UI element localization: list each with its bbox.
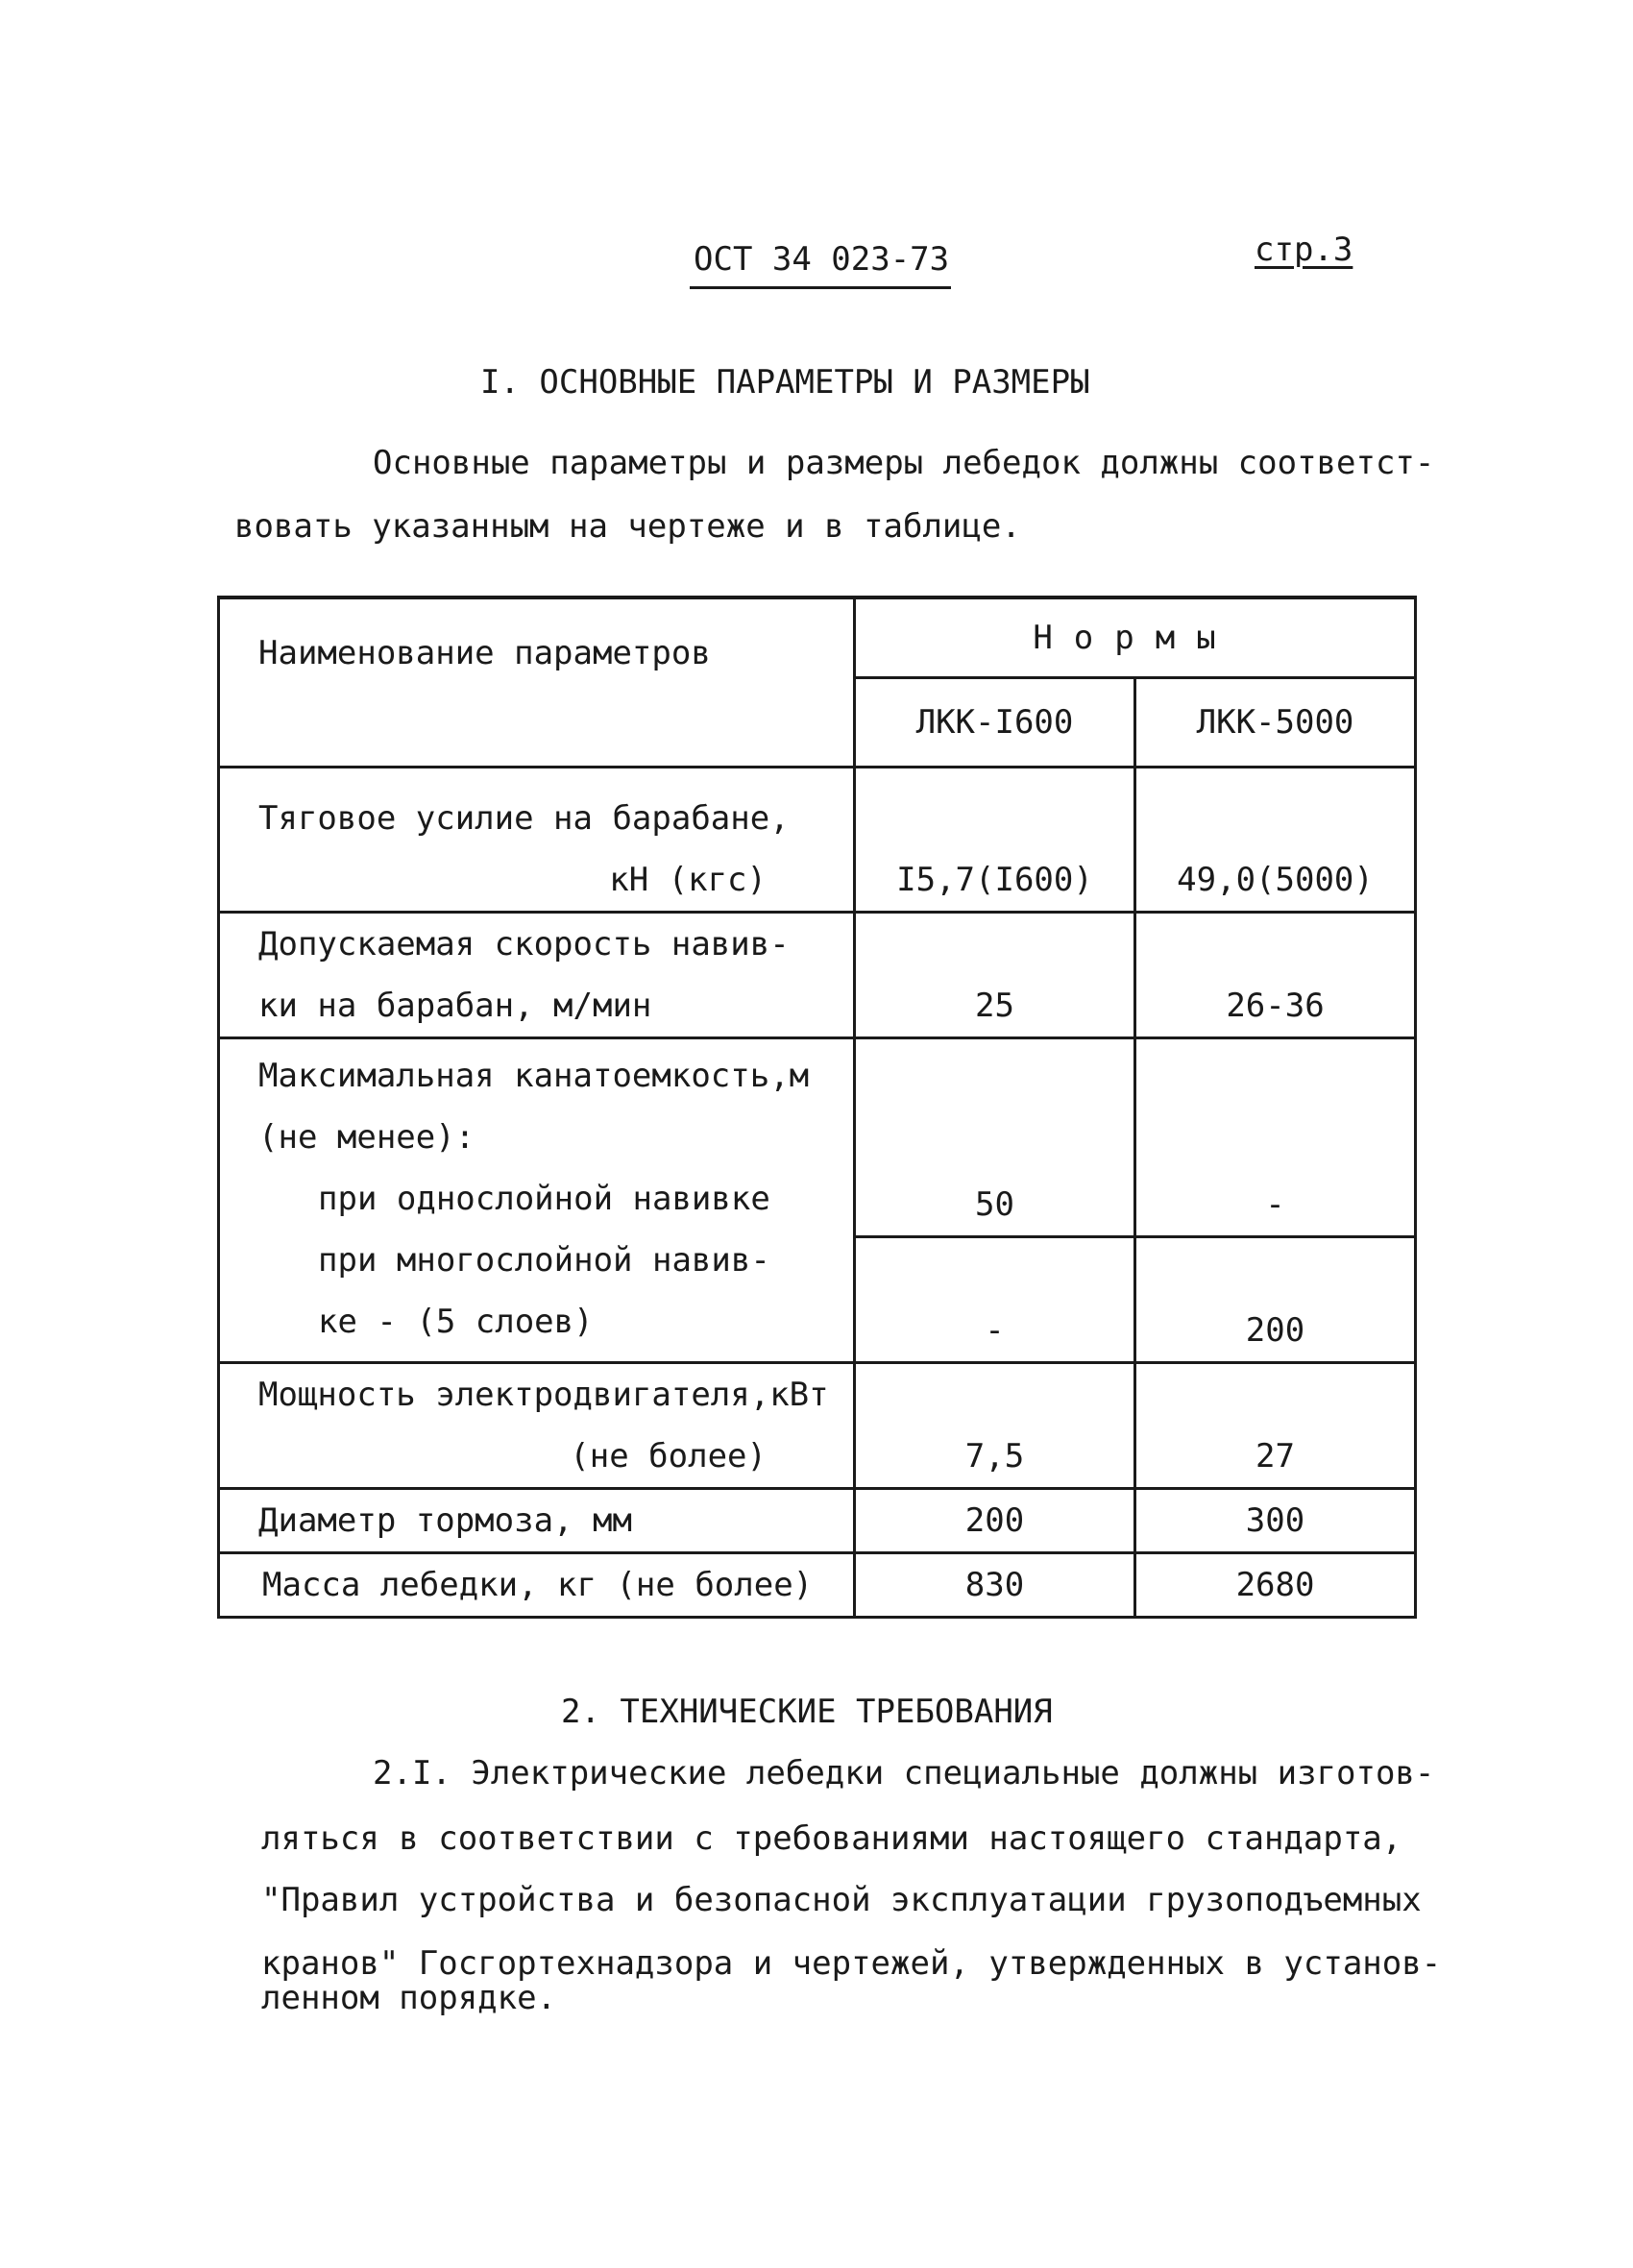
param-cell: Мощность электродвигателя,кВт (не более) <box>219 1363 855 1489</box>
value-cell-model2: 2680 <box>1135 1553 1416 1618</box>
param-cell: Тяговое усилие на барабане, кН (кгс) <box>219 768 855 913</box>
model1-header: ЛКК-I600 <box>855 678 1135 768</box>
table-row <box>219 1363 1416 1489</box>
page-number: стр.3 <box>1255 231 1353 269</box>
section2-line-5: ленном порядке. <box>261 1979 557 2017</box>
value-cell-model1: 25 <box>855 913 1135 1038</box>
section2-line-4: кранов" Госгортехнадзора и чертежей, утвержденных в установ- <box>261 1944 1442 1983</box>
param-cell: Масса лебедки, кг (не более) <box>219 1553 855 1618</box>
section1-title: I. ОСНОВНЫЕ ПАРАМЕТРЫ И РАЗМЕРЫ <box>480 363 1090 402</box>
model2-header: ЛКК-5000 <box>1135 678 1416 768</box>
value-cell-model2: - <box>1135 1038 1416 1237</box>
intro-line-1: Основные параметры и размеры лебедок должны соответст- <box>373 444 1435 482</box>
section2-title: 2. ТЕХНИЧЕСКИЕ ТРЕБОВАНИЯ <box>561 1693 1053 1731</box>
intro-line-2: вовать указанным на чертеже и в таблице. <box>234 507 1021 546</box>
value-cell-model1: - <box>855 1237 1135 1363</box>
section2-line-3: "Правил устройства и безопасной эксплуатации грузоподъемных <box>261 1881 1422 1919</box>
param-cell: Максимальная канатоемкость,м (не менее): при однослойной навивке при многослойной навив- ке - (5 слоев) <box>219 1038 855 1363</box>
table-header-row <box>219 597 1416 678</box>
value-cell-model2: 300 <box>1135 1489 1416 1553</box>
value-cell-model1: 7,5 <box>855 1363 1135 1489</box>
table-row <box>219 1489 1416 1553</box>
section2-line-1: 2.I. Электрические лебедки специальные должны изготов- <box>373 1754 1435 1792</box>
table-row <box>219 1038 1416 1237</box>
value-cell-model1: 50 <box>855 1038 1135 1237</box>
section2-line-2: ляться в соответствии с требованиями настоящего стандарта, <box>261 1819 1402 1858</box>
value-cell-model1: I5,7(I600) <box>855 768 1135 913</box>
value-cell-model2: 200 <box>1135 1237 1416 1363</box>
value-cell-model1: 200 <box>855 1489 1135 1553</box>
table-row <box>219 768 1416 913</box>
value-cell-model2: 27 <box>1135 1363 1416 1489</box>
param-column-header: Наименование параметров <box>219 597 855 768</box>
document-number: ОСТ 34 023-73 <box>694 240 950 279</box>
norms-header: Нормы <box>855 597 1416 678</box>
value-cell-model2: 49,0(5000) <box>1135 768 1416 913</box>
table-row <box>219 913 1416 1038</box>
parameters-table <box>217 596 1417 1619</box>
value-cell-model2: 26-36 <box>1135 913 1416 1038</box>
param-cell: Диаметр тормоза, мм <box>219 1489 855 1553</box>
param-cell: Допускаемая скорость навив- ки на барабан, м/мин <box>219 913 855 1038</box>
value-cell-model1: 830 <box>855 1553 1135 1618</box>
table-row <box>219 1553 1416 1618</box>
document-number-underline <box>690 286 951 289</box>
